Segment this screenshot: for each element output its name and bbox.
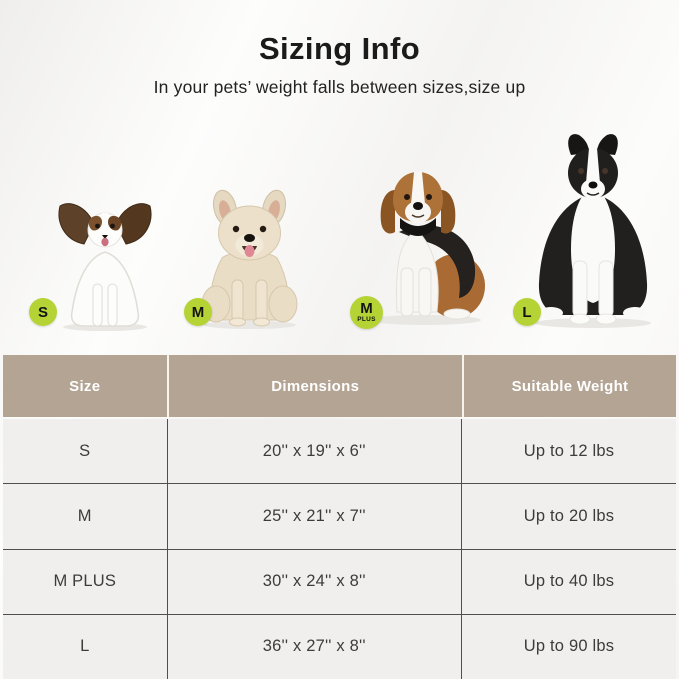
table-row-m xyxy=(3,484,676,549)
table-row-s xyxy=(3,419,676,484)
size-badge-s xyxy=(29,298,57,326)
size-badge-m xyxy=(184,298,212,326)
cell-dimensions: 30'' x 24'' x 8'' xyxy=(167,550,461,614)
cell-size: S xyxy=(79,441,91,460)
cell-dimensions: 25'' x 21'' x 7'' xyxy=(167,484,461,548)
dog-figure-small xyxy=(50,200,160,332)
size-badge-s-label: S xyxy=(37,303,48,321)
size-badge-m-label: M xyxy=(191,303,205,321)
cell-weight: Up to 12 lbs xyxy=(461,419,676,483)
cell-size: M xyxy=(77,506,92,525)
papillon-dog-icon xyxy=(50,200,160,332)
border-collie-dog-icon xyxy=(523,133,663,329)
column-header-suitable-weight: Suitable Weight xyxy=(462,355,676,417)
size-badge-l xyxy=(513,298,541,326)
cell-size: M PLUS xyxy=(53,572,117,591)
cell-dimensions: 20'' x 19'' x 6'' xyxy=(167,419,461,483)
page-subtitle: In your pets’ weight falls between sizes,size up xyxy=(153,77,526,97)
cell-size: L xyxy=(80,637,90,656)
size-badge-l-label: L xyxy=(522,303,532,321)
cell-dimensions: 36'' x 27'' x 8'' xyxy=(167,615,461,679)
cell-weight: Up to 20 lbs xyxy=(461,484,676,548)
size-badge-m-plus xyxy=(350,296,383,329)
sizing-table xyxy=(3,355,676,679)
table-row-m-plus xyxy=(3,550,676,615)
column-header-size: Size xyxy=(69,377,101,395)
cell-weight: Up to 90 lbs xyxy=(461,615,676,679)
size-badge-m-plus-sublabel: PLUS xyxy=(357,316,376,324)
size-badge-m-plus-label: M xyxy=(360,300,373,318)
cell-weight: Up to 40 lbs xyxy=(461,550,676,614)
sizing-table-header-row xyxy=(3,355,676,417)
page-title: Sizing Info xyxy=(258,31,421,66)
table-row-l xyxy=(3,615,676,679)
dog-figure-large xyxy=(523,133,663,329)
column-header-dimensions: Dimensions xyxy=(167,355,462,417)
